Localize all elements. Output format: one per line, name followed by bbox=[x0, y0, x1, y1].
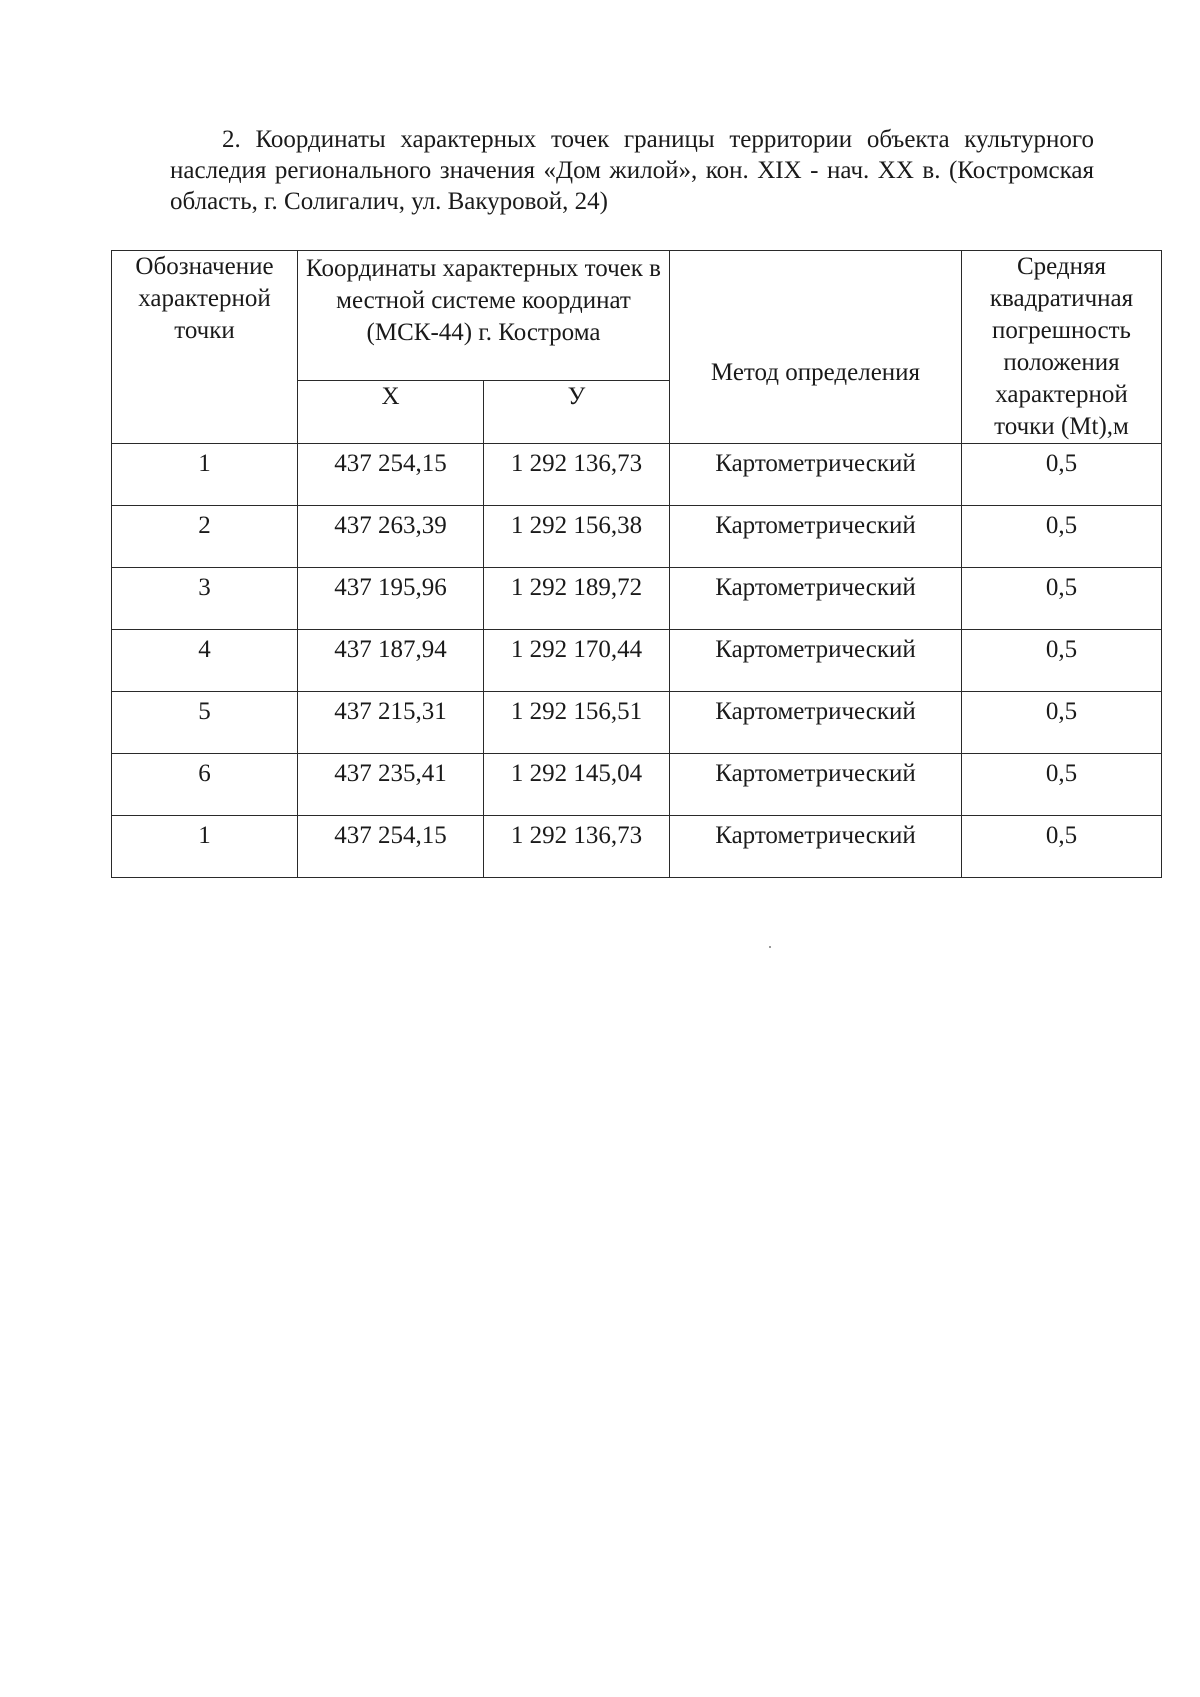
cell-error: 0,5 bbox=[962, 506, 1162, 568]
heading-text: 2. Координаты характерных точек границы территории объекта культурного наследия регионального значения «Дом жилой», кон. XIX - нач. XX в. (Костромская область, г. Солигалич, ул. Вакуровой, 24) bbox=[170, 126, 1094, 215]
header-y: У bbox=[484, 381, 670, 444]
table-row bbox=[112, 630, 1162, 692]
header-mean-square-error: Средняя квадратичная погрешность положения характерной точки (Mt),м bbox=[962, 251, 1162, 444]
header-x: X bbox=[298, 381, 484, 444]
header-coordinates: Координаты характерных точек в местной системе координат (МСК-44) г. Кострома bbox=[298, 251, 670, 381]
cell-method: Картометрический bbox=[670, 754, 962, 816]
table-row bbox=[112, 444, 1162, 506]
cell-y: 1 292 145,04 bbox=[484, 754, 670, 816]
table-row bbox=[112, 506, 1162, 568]
cell-error: 0,5 bbox=[962, 754, 1162, 816]
table-header bbox=[112, 251, 1162, 444]
cell-y: 1 292 156,51 bbox=[484, 692, 670, 754]
table-row bbox=[112, 816, 1162, 878]
cell-method: Картометрический bbox=[670, 816, 962, 878]
cell-x: 437 195,96 bbox=[298, 568, 484, 630]
header-method: Метод определения bbox=[670, 251, 962, 444]
section-heading bbox=[170, 124, 1094, 217]
cell-point: 4 bbox=[112, 630, 298, 692]
scan-speck bbox=[769, 946, 771, 948]
cell-method: Картометрический bbox=[670, 444, 962, 506]
cell-point: 5 bbox=[112, 692, 298, 754]
cell-x: 437 254,15 bbox=[298, 816, 484, 878]
cell-x: 437 254,15 bbox=[298, 444, 484, 506]
cell-x: 437 215,31 bbox=[298, 692, 484, 754]
cell-error: 0,5 bbox=[962, 692, 1162, 754]
cell-y: 1 292 189,72 bbox=[484, 568, 670, 630]
cell-error: 0,5 bbox=[962, 444, 1162, 506]
table-body bbox=[112, 444, 1162, 878]
cell-point: 3 bbox=[112, 568, 298, 630]
cell-error: 0,5 bbox=[962, 630, 1162, 692]
cell-error: 0,5 bbox=[962, 816, 1162, 878]
coordinates-table bbox=[111, 250, 1162, 878]
cell-y: 1 292 136,73 bbox=[484, 444, 670, 506]
cell-method: Картометрический bbox=[670, 630, 962, 692]
cell-error: 0,5 bbox=[962, 568, 1162, 630]
cell-method: Картометрический bbox=[670, 568, 962, 630]
cell-y: 1 292 156,38 bbox=[484, 506, 670, 568]
cell-method: Картометрический bbox=[670, 692, 962, 754]
cell-point: 1 bbox=[112, 444, 298, 506]
cell-x: 437 187,94 bbox=[298, 630, 484, 692]
table-row bbox=[112, 754, 1162, 816]
cell-x: 437 235,41 bbox=[298, 754, 484, 816]
cell-x: 437 263,39 bbox=[298, 506, 484, 568]
cell-point: 2 bbox=[112, 506, 298, 568]
cell-method: Картометрический bbox=[670, 506, 962, 568]
cell-point: 6 bbox=[112, 754, 298, 816]
cell-y: 1 292 170,44 bbox=[484, 630, 670, 692]
cell-point: 1 bbox=[112, 816, 298, 878]
cell-y: 1 292 136,73 bbox=[484, 816, 670, 878]
table-row bbox=[112, 692, 1162, 754]
table-row bbox=[112, 568, 1162, 630]
header-point-designation: Обозначение характерной точки bbox=[112, 251, 298, 444]
